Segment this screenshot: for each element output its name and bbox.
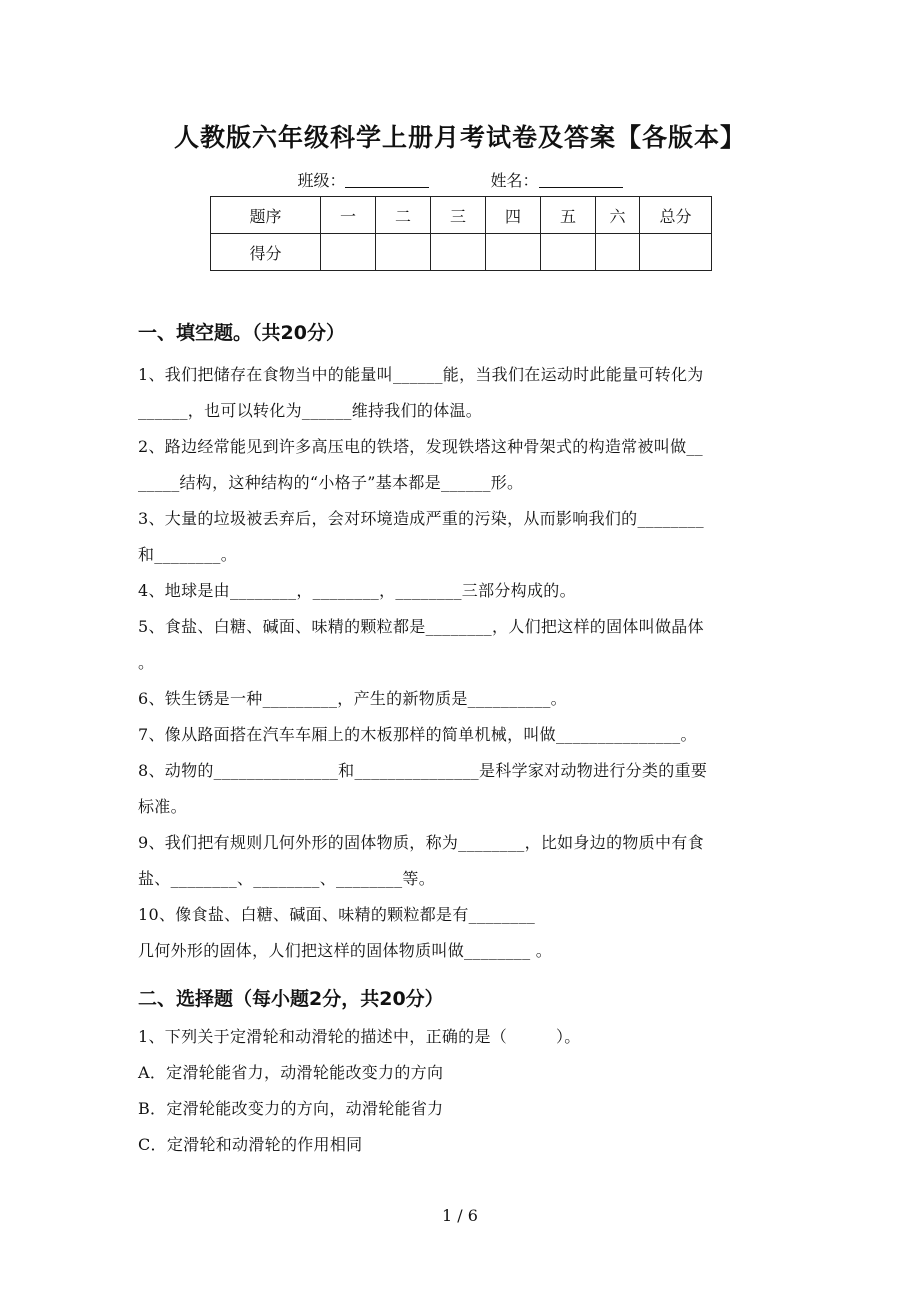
question-line: 1、我们把储存在食物当中的能量叫______能，当我们在运动时此能量可转化为 bbox=[138, 365, 704, 384]
section-2-heading: 二、选择题（每小题2分，共20分） bbox=[138, 988, 444, 1010]
question-line: 6、铁生锈是一种_________，产生的新物质是__________。 bbox=[138, 689, 567, 708]
score-cell[interactable] bbox=[431, 234, 486, 271]
name-field bbox=[491, 168, 623, 191]
question-line: 标准。 bbox=[138, 797, 187, 816]
question-line: 7、像从路面搭在汽车车厢上的木板那样的简单机械，叫做_______________。 bbox=[138, 725, 697, 744]
score-cell[interactable] bbox=[376, 234, 431, 271]
question-5 bbox=[138, 609, 788, 681]
question-line: 盐、________、________、________等。 bbox=[138, 869, 435, 888]
question-9 bbox=[138, 825, 788, 897]
question-line: _____结构，这种结构的“小格子”基本都是______形。 bbox=[138, 473, 524, 492]
section-1-heading: 一、填空题。（共20分） bbox=[138, 322, 345, 344]
student-info bbox=[0, 168, 920, 191]
page-number: 1 / 6 bbox=[442, 1206, 478, 1225]
choice-question-1 bbox=[138, 1019, 788, 1163]
question-10 bbox=[138, 897, 788, 969]
question-line: 8、动物的_______________和_______________是科学家对动物进行分类的重要 bbox=[138, 761, 708, 780]
question-2 bbox=[138, 429, 788, 501]
score-header-cell: 二 bbox=[376, 197, 431, 234]
question-4 bbox=[138, 573, 788, 609]
score-cell[interactable] bbox=[541, 234, 596, 271]
score-header-cell: 四 bbox=[486, 197, 541, 234]
question-line: 4、地球是由________，________，________三部分构成的。 bbox=[138, 581, 576, 600]
question-line: 10、像食盐、白糖、碱面、味精的颗粒都是有________ bbox=[138, 905, 536, 924]
score-header-cell: 总分 bbox=[640, 197, 712, 234]
score-cell[interactable] bbox=[640, 234, 712, 271]
question-line: 1、下列关于定滑轮和动滑轮的描述中，正确的是（ ）。 bbox=[138, 1027, 581, 1046]
score-header-cell: 题序 bbox=[211, 197, 321, 234]
question-1 bbox=[138, 357, 788, 429]
page-title: 人教版六年级科学上册月考试卷及答案【各版本】 bbox=[173, 123, 746, 152]
question-6 bbox=[138, 681, 788, 717]
name-label: 姓名： bbox=[490, 171, 539, 190]
question-line: ______，也可以转化为______维持我们的体温。 bbox=[138, 401, 483, 420]
score-cell[interactable] bbox=[596, 234, 640, 271]
question-line: 。 bbox=[138, 653, 155, 672]
question-line: 和________。 bbox=[138, 545, 237, 564]
question-8 bbox=[138, 753, 788, 825]
score-header-cell: 五 bbox=[541, 197, 596, 234]
class-label: 班级： bbox=[297, 171, 346, 190]
class-field bbox=[297, 168, 429, 191]
option-a[interactable]: A．定滑轮能省力，动滑轮能改变力的方向 bbox=[138, 1063, 444, 1082]
class-blank[interactable] bbox=[345, 171, 429, 188]
question-line: 3、大量的垃圾被丢弃后，会对环境造成严重的污染，从而影响我们的________ bbox=[138, 509, 704, 528]
score-value-row bbox=[211, 234, 712, 271]
score-cell[interactable] bbox=[486, 234, 541, 271]
score-header-cell: 六 bbox=[596, 197, 640, 234]
question-line: 2、路边经常能见到许多高压电的铁塔，发现铁塔这种骨架式的构造常被叫做__ bbox=[138, 437, 703, 456]
question-line: 几何外形的固体，人们把这样的固体物质叫做________ 。 bbox=[138, 941, 553, 960]
name-blank[interactable] bbox=[539, 171, 623, 188]
score-header-row bbox=[211, 197, 712, 234]
score-header-cell: 三 bbox=[431, 197, 486, 234]
question-3 bbox=[138, 501, 788, 573]
score-cell[interactable] bbox=[321, 234, 376, 271]
question-7 bbox=[138, 717, 788, 753]
option-b[interactable]: B．定滑轮能改变力的方向，动滑轮能省力 bbox=[138, 1099, 444, 1118]
score-table bbox=[210, 196, 712, 271]
question-line: 9、我们把有规则几何外形的固体物质，称为________，比如身边的物质中有食 bbox=[138, 833, 704, 852]
question-line: 5、食盐、白糖、碱面、味精的颗粒都是________，人们把这样的固体叫做晶体 bbox=[138, 617, 704, 636]
score-header-cell: 一 bbox=[321, 197, 376, 234]
option-c[interactable]: C．定滑轮和动滑轮的作用相同 bbox=[138, 1135, 363, 1154]
score-row-label: 得分 bbox=[211, 234, 321, 271]
